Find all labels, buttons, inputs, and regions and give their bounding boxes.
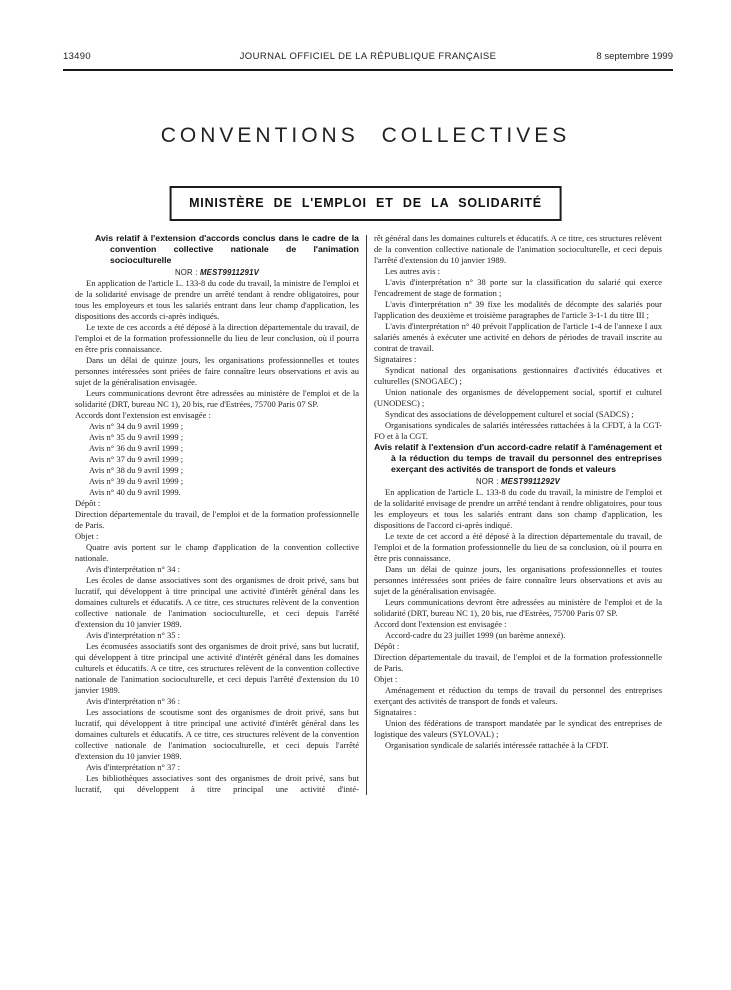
nor-prefix: NOR : bbox=[475, 476, 501, 486]
field-label: Accords dont l'extension est envisagée : bbox=[75, 409, 211, 420]
nor-number: MEST9911291V bbox=[199, 267, 260, 277]
body-paragraph: Les autres avis : bbox=[385, 266, 440, 276]
notice-title: Avis relatif à l'extension d'accords conclus dans le cadre de la convention collective nationale de l'animation socioculturelle bbox=[95, 233, 359, 266]
list-item: Avis n° 36 du 9 avril 1999 ; bbox=[89, 442, 184, 453]
body-paragraph: Le texte de ces accords a été déposé à la direction départementale du travail, de l'emploi et de la formation professionnelle du lieu de leur conclusion, où il pourra en être pris connaissance. bbox=[75, 321, 359, 354]
body-paragraph: En application de l'article L. 133-8 du code du travail, la ministre de l'emploi et de la solidarité envisage de prendre un arrêté tendant à rendre obligatoires, pour tous les employeurs et tous les salariés entrant dans son champ d'application, les dispositions de l'accord ci-après indiqué. bbox=[374, 486, 662, 530]
notice-title: Avis relatif à l'extension d'un accord-cadre relatif à l'aménagement et à la réduction du temps de travail du personnel des entreprises exerçant des activités de transport de fonds et valeurs bbox=[374, 442, 662, 475]
list-item: Avis n° 37 du 9 avril 1999 ; bbox=[89, 453, 184, 464]
header-rule bbox=[63, 69, 673, 71]
nor-prefix: NOR : bbox=[174, 267, 200, 277]
list-item: Avis n° 35 du 9 avril 1999 ; bbox=[89, 431, 184, 442]
body-paragraph: L'avis d'interprétation n° 39 fixe les modalités de décompte des salariés pour l'application des deuxième et troisième paragraphes de l'article 3-1-1 du titre III ; bbox=[374, 299, 662, 320]
body-paragraph: Les écoles de danse associatives sont des organismes de droit privé, sans but lucratif, qui développent à titre principal une activité d'intérêt général dans les domaines culturels et éducatifs. A ce titre, ces structures relèvent de la convention collective nationale de l'animation socioculturelle, et ceci depuis l'arrêté d'extension du 10 janvier 1989. bbox=[75, 574, 359, 629]
body-paragraph: Union des fédérations de transport mandatée par le syndicat des entreprises de logistique des valeurs (SYLOVAL) ; bbox=[374, 717, 662, 739]
body-paragraph: Dans un délai de quinze jours, les organisations professionnelles et toutes personnes intéressées sont priées de faire connaître leurs observations et avis au sujet de la généralisation envisagée. bbox=[75, 354, 359, 387]
body-paragraph: Organisation syndicale de salariés intéressée rattachée à la CFDT. bbox=[385, 739, 609, 750]
list-item: Avis n° 40 du 9 avril 1999. bbox=[89, 486, 181, 497]
nor-reference bbox=[75, 267, 359, 278]
body-paragraph: Direction départementale du travail, de l'emploi et de la formation professionnelle de Paris. bbox=[374, 651, 662, 673]
body-paragraph: Avis d'interprétation n° 34 : bbox=[86, 563, 181, 574]
field-label: Accord dont l'extension est envisagée : bbox=[374, 618, 507, 629]
field-label: Objet : bbox=[374, 673, 398, 684]
body-paragraph: Leurs communications devront être adressées au ministère de l'emploi et de la solidarité (DRT, bureau NC 1), 20 bis, rue d'Estrées, 75700 Paris 07 SP. bbox=[75, 387, 359, 409]
body-paragraph: Dans un délai de quinze jours, les organisations professionnelles et toutes personnes intéressées sont priées de faire connaître leurs observations et avis au sujet de la généralisation envisagée. bbox=[374, 563, 662, 596]
column-divider bbox=[366, 235, 367, 795]
body-paragraph: Accord-cadre du 23 juillet 1999 (un barème annexé). bbox=[385, 629, 566, 640]
body-paragraph: L'avis d'interprétation n° 38 porte sur la classification du salarié qui exerce l'encadrement de stage de formation ; bbox=[374, 277, 662, 298]
field-label: Dépôt : bbox=[374, 640, 400, 651]
body-paragraph: Syndicat national des organisations gestionnaires d'activités éducatives et culturelles (SNOGAEC) ; bbox=[374, 365, 662, 386]
body-paragraph: rêt général dans les domaines culturels et éducatifs. A ce titre, ces structures relèvent de la convention collective nationale de l'animation socioculturelle, et ceci depuis l'arrêté d'extension du 10 janvier 1989. bbox=[374, 233, 662, 265]
issue-date: 8 septembre 1999 bbox=[596, 51, 673, 62]
page-header bbox=[63, 51, 673, 62]
body-paragraph: En application de l'article L. 133-8 du code du travail, la ministre de l'emploi et de la solidarité envisage de prendre un arrêté tendant à rendre obligatoires, pour tous les employeurs et tous les salariés entrant dans leur champ d'application, les dispositions des accords ci-après indiqués. bbox=[75, 277, 359, 321]
field-label: Dépôt : bbox=[75, 497, 101, 508]
text-columns bbox=[75, 233, 662, 795]
right-column bbox=[374, 233, 662, 795]
body-paragraph: L'avis d'interprétation n° 40 prévoit l'application de l'article 1-4 de l'annexe I aux salariés amenés à exécuter une activité en dehors de périodes de travail inscrite au contrat de travail. bbox=[374, 321, 662, 353]
list-item: Avis n° 39 du 9 avril 1999 ; bbox=[89, 475, 184, 486]
body-paragraph: Quatre avis portent sur le champ d'application de la convention collective nationale. bbox=[75, 541, 359, 563]
body-paragraph: Les écomusées associatifs sont des organismes de droit privé, sans but lucratif, qui développent à titre principal une activité d'intérêt général dans les domaines culturels et éducatifs. A ce titre, ces structures relèvent de la convention collective nationale de l'animation socioculturelle, et ceci depuis l'arrêté d'extension du 10 janvier 1989. bbox=[75, 640, 359, 695]
left-column bbox=[75, 233, 359, 795]
body-paragraph: Union nationale des organismes de développement social, sportif et culturel (UNODESC) ; bbox=[374, 387, 662, 408]
field-label: Signataires : bbox=[374, 706, 417, 717]
body-paragraph: Direction départementale du travail, de l'emploi et de la formation professionnelle de Paris. bbox=[75, 508, 359, 530]
list-item: Avis n° 38 du 9 avril 1999 ; bbox=[89, 464, 184, 475]
body-paragraph: Avis d'interprétation n° 35 : bbox=[86, 629, 181, 640]
body-paragraph: Leurs communications devront être adressées au ministère de l'emploi et de la solidarité (DRT, bureau NC 1), 20 bis, rue d'Estrées, 75700 Paris 07 SP. bbox=[374, 596, 662, 618]
ministry-title: MINISTÈRE DE L'EMPLOI ET DE LA SOLIDARITÉ bbox=[189, 196, 542, 210]
body-paragraph: Aménagement et réduction du temps de travail du personnel des entreprises exerçant des activités de transport de fonds et valeurs. bbox=[374, 684, 662, 706]
body-paragraph: Organisations syndicales de salariés intéressées rattachées à la CFDT, à la CGT-FO et à la CGT. bbox=[374, 420, 662, 441]
section-title: CONVENTIONS COLLECTIVES bbox=[160, 124, 571, 147]
ministry-banner bbox=[169, 186, 562, 221]
journal-title: JOURNAL OFFICIEL DE LA RÉPUBLIQUE FRANÇAISE bbox=[239, 51, 497, 62]
body-paragraph: Le texte de cet accord a été déposé à la direction départementale du travail, de l'emploi et de la formation professionnelle du lieu de sa conclusion, où il pourra en être pris connaissance. bbox=[374, 530, 662, 563]
page-number: 13490 bbox=[63, 51, 91, 62]
field-label: Objet : bbox=[75, 530, 99, 541]
nor-reference bbox=[374, 476, 662, 487]
body-paragraph: Avis d'interprétation n° 36 : bbox=[86, 695, 181, 706]
list-item: Avis n° 34 du 9 avril 1999 ; bbox=[89, 420, 184, 431]
body-paragraph: Avis d'interprétation n° 37 : bbox=[86, 761, 181, 772]
body-paragraph: Les associations de scoutisme sont des organismes de droit privé, sans but lucratif, qui développent à titre principal une activité d'intérêt général dans les domaines culturels et éducatifs. A ce titre, ces structures relèvent de la convention collective nationale de l'animation socioculturelle, et ceci depuis l'arrêté d'extension du 10 janvier 1989. bbox=[75, 706, 359, 761]
nor-number: MEST9911292V bbox=[500, 476, 561, 486]
body-paragraph: Les bibliothèques associatives sont des organismes de droit privé, sans but lucratif, qui développent à titre principal une activité d'inté- bbox=[75, 772, 359, 794]
field-label: Signataires : bbox=[374, 354, 417, 364]
body-paragraph: Syndicat des associations de développement culturel et social (SADCS) ; bbox=[385, 409, 634, 419]
